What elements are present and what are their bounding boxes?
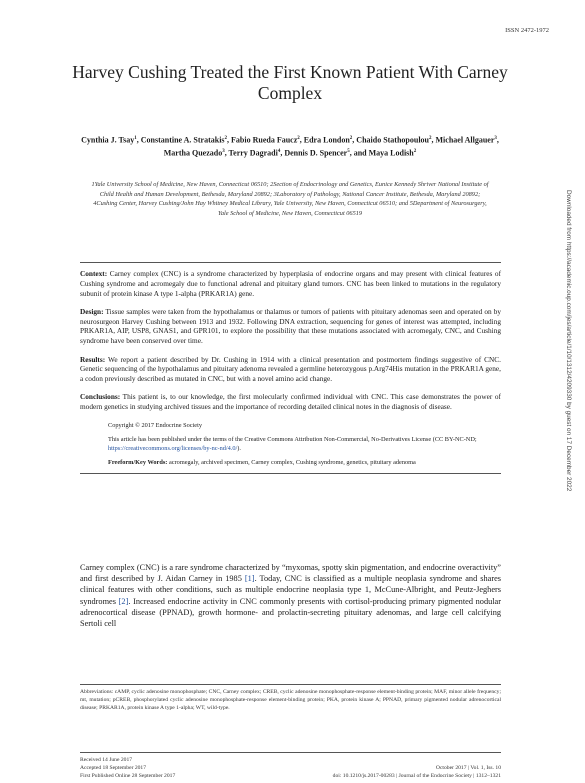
author-list: Cynthia J. Tsay$^1$, Constantine A. Stratakis$^2$, Fabio Rueda Faucz$^2$, Edra London$^2$, Chaido Stathopoulou$^2$, Michael Allgauer$^3$, Martha Quezado$^3$, Terry Dagradi$^4$, Dennis D. Spencer$^5$, and Maya Lodish$^2$ — [81, 135, 499, 158]
abbreviations: Abbreviations: cAMP, cyclic adenosine monophosphate; CNC, Carney complex; CREB, cyclic adenosine monophosphate-response element-binding protein; MAF, minor allele frequency; mt, mutation; pCREB, phosphorylated cyclic adenosine monophosphate-response element-binding protein; PKA, protein kinase A; PPNAD, primary pigmented nodular adrenocortical disease; PRKAR1A, protein kinase A type 1-alpha; WT, wild-type. — [80, 684, 501, 712]
author-affiliation-mark: 2 — [413, 148, 417, 154]
body-paragraph — [80, 562, 501, 629]
issn: ISSN 2472-1972 — [505, 27, 549, 34]
author-name: Dennis D. Spencer — [284, 148, 348, 158]
author-affiliation-mark: 5 — [347, 148, 350, 154]
author-name: Fabio Rueda Faucz — [231, 135, 298, 145]
abstract-context — [80, 269, 501, 298]
keywords-text: acromegaly, archived specimen, Carney complex, Cushing syndrome, genetics, pituitary adenoma — [168, 458, 416, 466]
design-label: Design: — [80, 306, 104, 316]
page-footer — [80, 752, 501, 780]
design-text: Tissue samples were taken from the hypothalamus or thalamus or tumors of patients with pituitary adenomas seen and operated on by neurosurgeon Harvey Cushing between 1913 and 1932. Following DNA extraction, sequencing for genes of interest was attempted, including PRKAR1A, AIP, USP8, GNAS1, and GPR101, to explore the possibility that these mutations associated with acromegaly, CNC, and Cushing syndrome have been conserved over time. — [80, 306, 501, 346]
author-affiliation-mark: 2 — [224, 136, 228, 141]
keywords-label: Freeform/Key Words: — [108, 458, 168, 466]
author-name: Edra London — [303, 135, 350, 145]
author-affiliation-mark: 2 — [429, 136, 432, 141]
affiliations: 1Yale University School of Medicine, New Haven, Connecticut 06510; 2Section of Endocrinology and Genetics, Eunice Kennedy Shriver National Institute of Child Health and Human Development, Bethesda, Maryland 20892; 3Laboratory of Pathology, National Cancer Institute, Bethesda, Maryland 20892; 4Cushing Center, Harvey Cushing/John Hay Whitney Medical Library, Yale University, New Haven, Connecticut 06510; and 5Department of Neurosurgery, Yale School of Medicine, New Haven, Connecticut 06519 — [91, 181, 489, 217]
issue-info: October 2017 | Vol. 1, Iss. 10 — [435, 765, 501, 771]
context-label: Context: — [80, 269, 108, 278]
author-name: Cynthia J. Tsay — [81, 135, 135, 145]
author-affiliation-mark: 3 — [222, 148, 225, 154]
author-affiliation-mark: 2 — [297, 136, 300, 141]
author-affiliation-mark: 2 — [349, 136, 353, 141]
context-text: Carney complex (CNC) is a syndrome characterized by hyperplasia of endocrine organs and may present with clinical features of Cushing syndrome and acromegaly due to functional adrenal and pituitary gland tumors. CNC has been linked to mutations in the regulatory subunit of protein kinase A type 1-alpha (PRKAR1A) gene. — [80, 269, 502, 298]
abstract-box — [80, 262, 501, 474]
author-name: Chaido Stathopoulou — [356, 135, 429, 145]
conclusions-text: This patient is, to our knowledge, the first molecularly confirmed individual with CNC. This case demonstrates the power of modern genetics in studying archived tissues and the importance of recording detailed clinical notes in the diagnosis of disease. — [80, 392, 501, 412]
abstract-design — [80, 307, 501, 346]
author-name: Martha Quezado — [163, 148, 223, 158]
download-sidebar — [558, 190, 578, 590]
download-note[interactable]: Downloaded from https://academic.oup.com/jes/article/1/10/1312/4209330 by guest on 17 December 2022 — [565, 190, 572, 492]
doi-info[interactable]: doi: 10.1210/js.2017-00283 | Journal of the Endocrine Society | 1312–1321 — [332, 773, 501, 779]
author-affiliation-mark: 3 — [494, 136, 497, 141]
author-name: Terry Dagradi — [228, 148, 278, 158]
reference-link-2[interactable]: [2] — [118, 596, 129, 606]
results-label: Results: — [80, 354, 106, 364]
conclusions-label: Conclusions: — [80, 392, 121, 402]
license-end: ). — [237, 444, 241, 452]
author-name: and Maya Lodish — [353, 148, 414, 158]
reference-link-1[interactable]: [1] — [244, 574, 255, 584]
license-text: This article has been published under the terms of the Creative Commons Attribution Non-Commercial, No-Derivatives License (CC BY-NC-ND; — [108, 435, 477, 443]
article-title: Harvey Cushing Treated the First Known Patient With Carney Complex — [72, 62, 508, 103]
published-date: First Published Online 28 September 2017 — [80, 773, 176, 779]
author-name: Michael Allgauer — [435, 135, 495, 145]
license-link[interactable]: https://creativecommons.org/licenses/by-nc-nd/4.0/ — [108, 444, 238, 452]
accepted-date: Accepted 18 September 2017 — [80, 765, 147, 771]
body-text-1: Carney complex (CNC) is a rare syndrome characterized by “myxomas, spotty skin pigmentation, and endocrine overactivity” and first described by J. Aidan Carney in 1985 — [80, 563, 501, 584]
abstract-results — [80, 355, 501, 384]
body-text-2: . Today, CNC is classified as a multiple neoplasia syndrome and shares clinical features with other conditions, such as multiple endocrine neoplasia type 1, McCune-Albright, and Peutz-Jeghers syndromes — [80, 574, 501, 606]
copyright: Copyright © 2017 Endocrine Society — [108, 421, 202, 429]
license — [108, 435, 501, 453]
body-text-3: . Increased endocrine activity in CNC commonly presents with cortisol-producing primary pigmented nodular adrenocortical disease (PPNAD), growth hormone- and prolactin-secreting pituitary adenomas, and large cell calcifying Sertoli cell — [80, 596, 502, 629]
footer-dates — [80, 756, 175, 780]
footer-citation — [333, 756, 501, 780]
author-affiliation-mark: 1 — [134, 136, 137, 141]
abstract-conclusions — [80, 392, 501, 412]
received-date: Received 14 June 2017 — [80, 757, 133, 763]
author-affiliation-mark: 4 — [277, 148, 281, 154]
author-name: Constantine A. Stratakis — [140, 135, 225, 145]
keywords — [108, 458, 501, 467]
results-text: We report a patient described by Dr. Cushing in 1914 with a clinical presentation and postmortem findings suggestive of CNC. Genetic sequencing of the hypothalamus and pituitary adenoma revealed a germline heterozygous p.Arg74His mutation in the PRKAR1A gene, a codon previously described as mutated in CNC, but with a novel amino acid change. — [80, 354, 501, 384]
